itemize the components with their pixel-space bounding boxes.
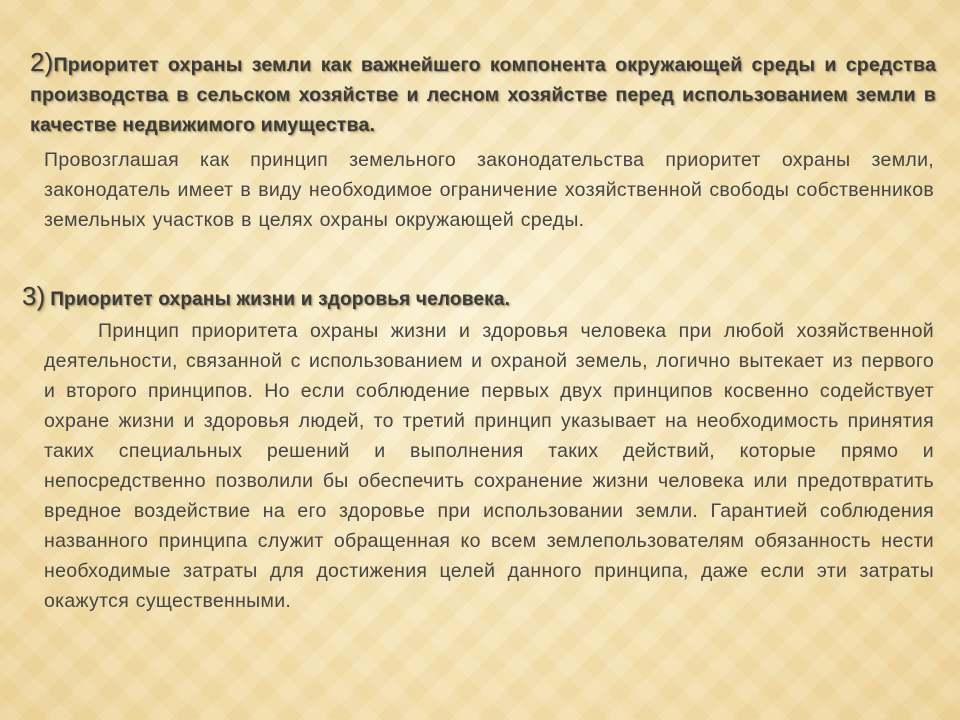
section-2-title: Приоритет охраны земли как важнейшего компонента окружающей среды и средства производства в сельском хозяйстве и лесном хозяйстве перед использованием земли в качестве недвижимого имущества. <box>30 54 936 136</box>
section-2-number: 2) <box>30 47 54 77</box>
section-3-paragraph: Принцип приоритета охраны жизни и здоровья человека при любой хозяйственной деятельности, связанной с использованием и охраной земель, логично вытекает из первого и второго принципов. Но если соблюдение первых двух принципов косвенно содействует охране жизни и здоровья людей, то третий принцип указывает на необходимость принятия таких специальных решений и выполнения таких действий, которые прямо и непосредственно позволили бы обеспечить сохранение жизни человека или предотвратить вредное воздействие на его здоровье при использовании земли. Гарантией соблюдения названного принципа служит обращенная ко всем землепользователям обязанность нести необходимые затраты для достижения целей данного принципа, даже если эти затраты окажутся существенными. <box>44 320 934 612</box>
section-3-title: Приоритет охраны жизни и здоровья человека. <box>50 289 511 310</box>
section-2-heading <box>30 48 936 141</box>
section-3-number: 3) <box>22 281 46 311</box>
section-2-paragraph: Провозглашая как принцип земельного законодательства приоритет охраны земли, законодатель имеет в виду необходимое ограничение хозяйственной свободы собственников земельных участков в целях охраны окружающей среды. <box>44 149 934 231</box>
section-3-heading <box>22 280 928 317</box>
